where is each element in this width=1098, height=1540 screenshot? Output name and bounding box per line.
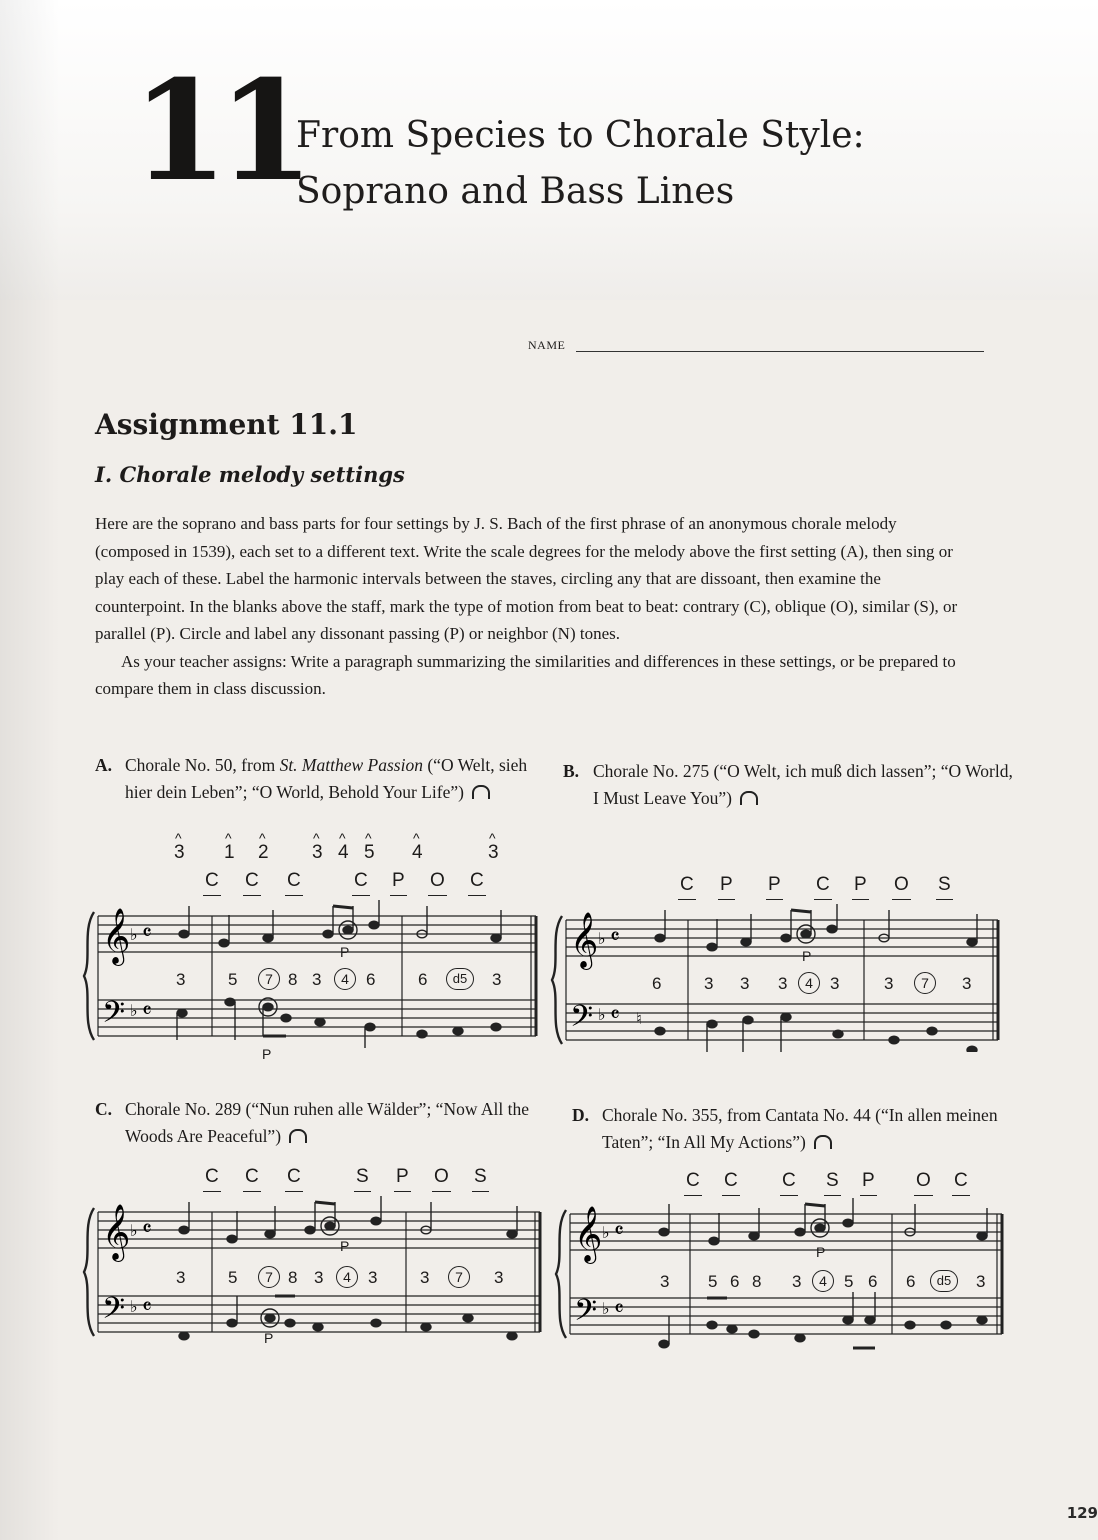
interval-label: 3 — [176, 1268, 186, 1287]
motion-label: S — [824, 1170, 841, 1196]
nht-label: P — [264, 1330, 274, 1346]
time-signature: 𝄴 — [614, 1297, 624, 1322]
interval-circle: 4 — [336, 1266, 358, 1288]
interval-label: 3 — [792, 1272, 802, 1291]
grand-staff-brace — [84, 1208, 94, 1336]
interval-label: 3 — [704, 974, 714, 993]
motion-label: C — [243, 870, 261, 896]
interval-label: 3 — [660, 1272, 670, 1291]
interval-label: 3 — [494, 1268, 504, 1287]
interval-label: 8 — [752, 1272, 762, 1291]
interval-circle: 7 — [258, 968, 280, 990]
example-c-heading — [95, 1096, 555, 1150]
page-edge-shadow — [0, 0, 60, 1540]
example-b-text: Chorale No. 275 (“O Welt, ich muß dich lassen”; “O World, I Must Leave You”) — [593, 761, 1013, 808]
time-signature: 𝄴 — [142, 1295, 152, 1320]
scale-degree: ^ 3 — [488, 842, 499, 864]
treble-clef-icon: 𝄞 — [574, 1206, 603, 1262]
circled-interval — [914, 972, 936, 994]
headphones-icon[interactable] — [472, 785, 490, 799]
motion-label: C — [684, 1170, 702, 1196]
name-label: NAME — [528, 338, 566, 352]
flat-icon: ♭ — [130, 1221, 138, 1240]
example-b-caption — [563, 758, 1013, 812]
example-d-text: Chorale No. 355, from Cantata No. 44 (“In allen meinen Taten”; “In All My Actions”) — [602, 1105, 998, 1152]
interval-circle: 7 — [448, 1266, 470, 1288]
grand-staff-brace — [84, 912, 94, 1040]
example-a-heading — [95, 752, 555, 806]
motion-label: C — [814, 874, 832, 900]
time-signature: 𝄴 — [142, 999, 152, 1024]
motion-label: S — [936, 874, 953, 900]
interval-label: 6 — [652, 974, 662, 993]
example-a-work-title: St. Matthew Passion — [279, 755, 423, 775]
example-c-caption — [95, 1096, 555, 1150]
instructions-paragraph-2: As your teacher assigns: Write a paragraph summarizing the similarities and differences in these settings, or be prepared to compare them in class discussion. — [95, 651, 956, 698]
nht-label: P — [816, 1244, 826, 1260]
scale-degree: ^ 1 — [224, 842, 235, 864]
time-signature: 𝄴 — [614, 1219, 624, 1244]
page-number: 129 — [1066, 1504, 1098, 1522]
circled-interval — [812, 1270, 834, 1292]
example-d-heading — [572, 1102, 1032, 1156]
scale-degree: ^ 2 — [258, 842, 269, 864]
interval-label: 3 — [740, 974, 750, 993]
motion-label: P — [860, 1170, 877, 1196]
example-a-text-prefix: Chorale No. 50, from — [125, 755, 280, 775]
motion-label: P — [852, 874, 869, 900]
treble-clef-icon: 𝄞 — [102, 1204, 131, 1260]
motion-label: C — [203, 1166, 221, 1192]
interval-label: 8 — [288, 970, 298, 989]
interval-label: 6 — [906, 1272, 916, 1291]
interval-circle: 4 — [334, 968, 356, 990]
motion-label: C — [243, 1166, 261, 1192]
section-title: I. Chorale melody settings — [95, 462, 405, 487]
time-signature: 𝄴 — [142, 921, 152, 946]
interval-label: 6 — [418, 970, 428, 989]
interval-label: 3 — [830, 974, 840, 993]
interval-circle: 4 — [812, 1270, 834, 1292]
nht-label: P — [340, 944, 350, 960]
chapter-title-line-2: Soprano and Bass Lines — [296, 171, 735, 212]
motion-label: C — [285, 1166, 303, 1192]
example-c-grand-staff — [80, 1196, 544, 1352]
circled-interval — [448, 1266, 470, 1288]
bass-clef-icon: 𝄢 — [570, 1000, 594, 1041]
circled-interval — [258, 968, 280, 990]
interval-label: 6 — [868, 1272, 878, 1291]
scale-degree: ^ 3 — [174, 842, 185, 864]
example-d-caption — [572, 1102, 1032, 1156]
motion-label: O — [432, 1166, 451, 1192]
circled-interval — [798, 972, 820, 994]
scale-degree: ^ 4 — [338, 842, 349, 864]
example-b-heading — [563, 758, 1013, 812]
interval-label: 5 — [844, 1272, 854, 1291]
motion-label: P — [766, 874, 783, 900]
flat-icon: ♭ — [130, 925, 138, 944]
grand-staff-brace — [552, 916, 562, 1044]
nht-label: P — [340, 1238, 350, 1254]
interval-label: 8 — [288, 1268, 298, 1287]
interval-circle: 7 — [914, 972, 936, 994]
time-signature: 𝄴 — [610, 1003, 620, 1028]
motion-label: C — [678, 874, 696, 900]
interval-circle: 7 — [258, 1266, 280, 1288]
example-b-label: B. — [563, 761, 580, 781]
name-field[interactable] — [528, 336, 984, 356]
instructions — [95, 510, 975, 703]
headphones-icon[interactable] — [740, 791, 758, 805]
motion-label: O — [892, 874, 911, 900]
time-signature: 𝄴 — [142, 1217, 152, 1242]
grand-staff-brace — [556, 1210, 566, 1338]
flat-icon: ♭ — [598, 929, 606, 948]
circled-interval — [336, 1266, 358, 1288]
interval-label: 5 — [708, 1272, 718, 1291]
flat-icon: ♭ — [602, 1299, 610, 1318]
interval-circle: d5 — [930, 1270, 958, 1292]
scale-degree: ^ 5 — [364, 842, 375, 864]
motion-label: O — [914, 1170, 933, 1196]
flat-icon: ♭ — [602, 1223, 610, 1242]
chapter-title — [296, 108, 865, 220]
interval-label: 3 — [884, 974, 894, 993]
motion-label: C — [952, 1170, 970, 1196]
treble-clef-icon: 𝄞 — [102, 908, 131, 964]
example-a-caption — [95, 752, 555, 806]
interval-label: 6 — [730, 1272, 740, 1291]
example-a-text-suffix: (“O Welt, sieh hier dein Leben”; “O World, Behold Your Life”) — [125, 755, 528, 802]
circled-interval — [930, 1270, 958, 1292]
interval-label: 6 — [366, 970, 376, 989]
interval-label: 3 — [368, 1268, 378, 1287]
headphones-icon[interactable] — [289, 1129, 307, 1143]
interval-label: 3 — [176, 970, 186, 989]
chapter-title-line-1: From Species to Chorale Style: — [296, 115, 865, 156]
flat-icon: ♭ — [598, 1005, 606, 1024]
interval-circle: 4 — [798, 972, 820, 994]
interval-label: 3 — [976, 1272, 986, 1291]
motion-label: C — [352, 870, 370, 896]
natural-icon: ♮ — [636, 1009, 642, 1028]
bass-clef-icon: 𝄢 — [574, 1294, 598, 1335]
interval-label: 5 — [228, 970, 238, 989]
assignment-title: Assignment 11.1 — [95, 408, 358, 441]
motion-label: C — [780, 1170, 798, 1196]
chapter-number: 11 — [132, 49, 305, 212]
interval-label: 5 — [228, 1268, 238, 1287]
interval-label: 3 — [312, 970, 322, 989]
scale-degree: ^ 4 — [412, 842, 423, 864]
flat-icon: ♭ — [130, 1297, 138, 1316]
motion-label: S — [472, 1166, 489, 1192]
flat-icon: ♭ — [130, 1001, 138, 1020]
interval-circle: d5 — [446, 968, 474, 990]
example-c-text: Chorale No. 289 (“Nun ruhen alle Wälder”; “Now All the Woods Are Peaceful”) — [125, 1099, 529, 1146]
example-a-label: A. — [95, 755, 113, 775]
time-signature: 𝄴 — [610, 925, 620, 950]
interval-label: 3 — [962, 974, 972, 993]
nht-label: P — [802, 948, 812, 964]
name-blank-line[interactable] — [576, 351, 984, 352]
circled-interval — [334, 968, 356, 990]
example-d-label: D. — [572, 1105, 590, 1125]
interval-label: 3 — [778, 974, 788, 993]
interval-label: 3 — [420, 1268, 430, 1287]
circled-interval — [446, 968, 474, 990]
motion-label: O — [428, 870, 447, 896]
motion-label: C — [285, 870, 303, 896]
motion-label: P — [390, 870, 407, 896]
motion-label: C — [203, 870, 221, 896]
instructions-paragraph-1: Here are the soprano and bass parts for four settings by J. S. Bach of the first phrase of an anonymous chorale melody (composed in 1539), each set to a different text. Write the scale degrees for the melody above the first setting (A), then sing or play each of these. Label the harmonic intervals between the staves, circling any that are dissoant, then examine the counterpoint. In the blanks above the staff, mark the type of motion from beat to beat: contrary (C), oblique (O), similar (S), or parallel (P). Circle and label any dissonant passing (P) or neighbor (N) tones. — [95, 514, 958, 643]
example-c-label: C. — [95, 1099, 113, 1119]
motion-label: P — [718, 874, 735, 900]
interval-label: 3 — [492, 970, 502, 989]
scale-degree: ^ 3 — [312, 842, 323, 864]
treble-clef-icon: 𝄞 — [570, 912, 599, 968]
circled-interval — [258, 1266, 280, 1288]
motion-label: P — [394, 1166, 411, 1192]
bass-clef-icon: 𝄢 — [102, 1292, 126, 1333]
motion-label: C — [722, 1170, 740, 1196]
interval-label: 3 — [314, 1268, 324, 1287]
nht-label: P — [262, 1046, 272, 1062]
bass-clef-icon: 𝄢 — [102, 996, 126, 1037]
headphones-icon[interactable] — [814, 1135, 832, 1149]
motion-label: S — [354, 1166, 371, 1192]
motion-label: C — [468, 870, 486, 896]
